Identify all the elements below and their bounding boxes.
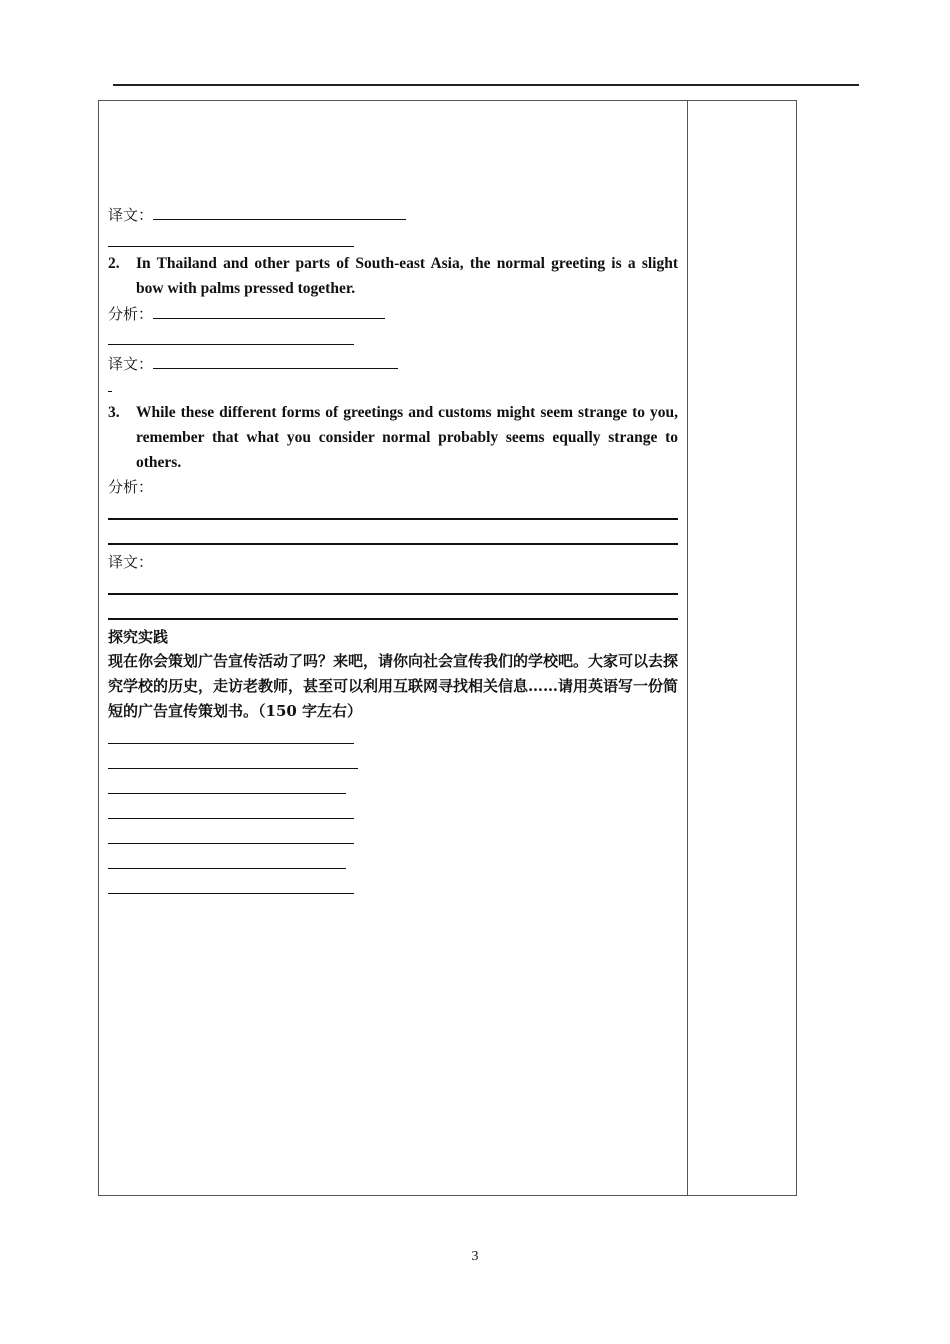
answer-line: [108, 593, 678, 595]
analysis-blank-2: [108, 303, 385, 324]
answer-line: [108, 618, 678, 620]
analysis-label: 分析：: [108, 305, 154, 323]
translation-label: 译文：: [108, 553, 154, 571]
answer-line: [108, 344, 354, 345]
writing-line: [108, 743, 354, 744]
answer-line: [108, 543, 678, 545]
writing-line: [108, 843, 354, 844]
header-rule: [113, 84, 859, 86]
writing-line: [108, 868, 346, 869]
practice-instructions: 现在你会策划广告宣传活动了吗？来吧，请你向社会宣传我们的学校吧。大家可以去探究学校的历史，走访老教师，甚至可以利用互联网寻找相关信息……请用英语写一份简短的广告宣传策划书。（150 字左右）: [108, 652, 679, 720]
page-number: 3: [471, 1249, 479, 1264]
question-number: 3.: [108, 404, 120, 421]
writing-line: [108, 818, 354, 819]
question-item-3: [108, 400, 678, 475]
practice-title: 探究实践: [108, 628, 169, 646]
writing-line: [108, 893, 354, 894]
writing-line: [108, 793, 346, 794]
question-sentence: In Thailand and other parts of South-east Asia, the normal greeting is a slight bow with palms pressed together.: [136, 255, 678, 297]
analysis-blank-3: [108, 477, 153, 497]
translation-blank-3: [108, 552, 153, 572]
answer-line: [108, 518, 678, 520]
writing-line: [108, 768, 358, 769]
question-sentence: While these different forms of greetings and customs might seem strange to you, remember that what you consider normal probably seems equally strange to others.: [136, 404, 678, 471]
translation-label: 译文：: [108, 206, 154, 224]
question-number: 2.: [108, 255, 120, 272]
stray-mark: [108, 391, 112, 392]
answer-underline: [153, 303, 385, 319]
translation-blank-1: [108, 204, 406, 225]
question-item-2: [108, 251, 678, 301]
table-column-divider: [687, 100, 688, 1196]
answer-underline: [153, 353, 398, 369]
translation-label: 译文：: [108, 355, 154, 373]
translation-blank-2: [108, 353, 398, 374]
answer-line: [108, 246, 354, 247]
analysis-label: 分析：: [108, 478, 154, 496]
answer-underline: [153, 204, 406, 220]
